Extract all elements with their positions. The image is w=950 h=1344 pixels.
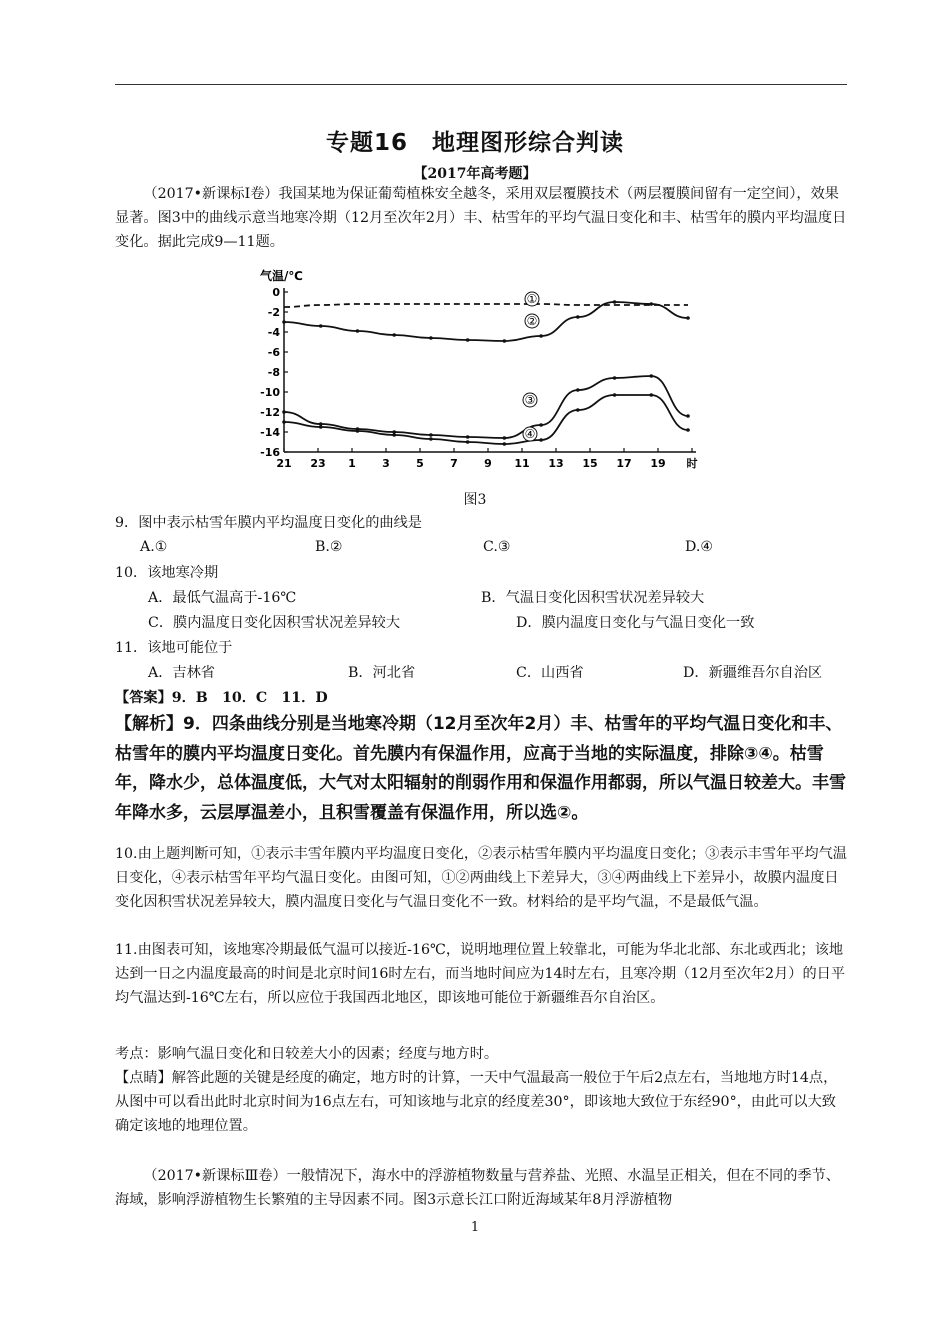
explanation-10: 10.由上题判断可知，①表示丰雪年膜内平均温度日变化，②表示枯雪年膜内平均温度日变化；③表示丰雪年平均气温日变化，④表示枯雪年平均气温日变化。由图可知，①②两曲线上下差异大，③④两曲线上下差异小，故膜内温度日变化因积雪状况差异较大，膜内温度日变化与气温日变化不一致。材料给的是平均气温，不是最低气温。 bbox=[115, 846, 847, 910]
series-point-4 bbox=[613, 393, 617, 397]
x-tick-label: 9 bbox=[484, 457, 492, 470]
q11-options bbox=[148, 661, 848, 685]
q11-option-c: C．山西省 bbox=[516, 665, 584, 681]
q10-option-d: D．膜内温度日变化与气温日变化一致 bbox=[516, 615, 755, 631]
series-point-3 bbox=[686, 414, 690, 418]
series-point-2 bbox=[503, 339, 507, 343]
dianjing-paragraph: 【点睛】解答此题的关键是经度的确定，地方时的计算，一天中气温最高一般位于午后2点左右，当地地方时14点，从图中可以看出此时北京时间为16点左右，可知该地与北京的经度差30°，即该地大致位于东经90°，由此可以大致确定该地的地理位置。 bbox=[115, 1070, 838, 1134]
q11-option-d: D．新疆维吾尔自治区 bbox=[683, 665, 823, 681]
q9-option-a: A.① bbox=[140, 539, 168, 555]
header-rule bbox=[115, 84, 847, 85]
figure-caption: 图3 bbox=[463, 492, 487, 508]
y-tick-label: -16 bbox=[260, 446, 280, 459]
q10-stem: 10．该地寒冷期 bbox=[115, 565, 219, 581]
y-tick-label: -14 bbox=[260, 426, 280, 439]
series-label-2: ② bbox=[526, 314, 538, 328]
series-point-4 bbox=[429, 437, 433, 441]
page-title: 专题16 地理图形综合判读 bbox=[325, 130, 624, 156]
series-line-2 bbox=[284, 302, 688, 341]
series-point-3 bbox=[649, 374, 653, 378]
series-point-4 bbox=[539, 438, 543, 442]
series-point-2 bbox=[539, 334, 543, 338]
series-point-2 bbox=[466, 338, 470, 342]
q11-option-a: A．吉林省 bbox=[148, 665, 215, 681]
y-tick-label: -12 bbox=[260, 406, 280, 419]
intro-paragraph-1: （2017•新课标Ⅰ卷）我国某地为保证葡萄植株安全越冬，采用双层覆膜技术（两层覆膜间留有一定空间），效果显著。图3中的曲线示意当地寒冷期（12月至次年2月）丰、枯雪年的平均气温日变化和丰、枯雪年的膜内平均温度日变化。据此完成9—11题。 bbox=[115, 186, 847, 250]
series-line-3 bbox=[284, 376, 688, 438]
analysis-paragraph: 【解析】9．四条曲线分别是当地寒冷期（12月至次年2月）丰、枯雪年的平均气温日变化和丰、枯雪年的膜内平均温度日变化。首先膜内有保温作用，应高于当地的实际温度，排除③④。枯雪年，降水少，总体温度低，大气对太阳辐射的削弱作用和保温作用都弱，所以气温日较差大。丰雪年降水多，云层厚温差小，且积雪覆盖有保温作用，所以选②。 bbox=[115, 714, 846, 823]
q11-stem: 11．该地可能位于 bbox=[115, 640, 233, 656]
series-line-1 bbox=[284, 304, 688, 307]
q9-options bbox=[140, 535, 840, 559]
y-tick-label: -2 bbox=[267, 306, 280, 319]
series-point-2 bbox=[356, 329, 360, 333]
temperature-chart bbox=[252, 266, 712, 474]
q10-option-a: A．最低气温高于-16℃ bbox=[148, 590, 297, 606]
x-tick-label: 21 bbox=[276, 457, 292, 470]
x-tick-label: 5 bbox=[416, 457, 424, 470]
x-tick-label: 时 bbox=[686, 457, 698, 470]
x-tick-label: 19 bbox=[650, 457, 666, 470]
series-point-4 bbox=[466, 440, 470, 444]
series-point-4 bbox=[686, 428, 690, 432]
y-tick-label: -6 bbox=[267, 346, 280, 359]
q11-option-b: B．河北省 bbox=[348, 665, 416, 681]
answer-line: 【答案】9．B 10．C 11．D bbox=[115, 690, 328, 706]
series-point-3 bbox=[576, 388, 580, 392]
q9-option-b: B.② bbox=[315, 539, 343, 555]
series-point-4 bbox=[319, 425, 323, 429]
kaodian-line: 考点：影响气温日变化和日较差大小的因素；经度与地方时。 bbox=[115, 1046, 499, 1062]
series-point-3 bbox=[613, 376, 617, 380]
series-point-3 bbox=[282, 410, 286, 414]
y-axis-label: 气温/℃ bbox=[260, 269, 303, 283]
q9-option-c: C.③ bbox=[483, 539, 511, 555]
section-subtitle: 【2017年高考题】 bbox=[413, 166, 537, 182]
series-point-4 bbox=[503, 442, 507, 446]
x-tick-label: 23 bbox=[310, 457, 326, 470]
series-point-3 bbox=[503, 436, 507, 440]
q10-options-row2 bbox=[148, 611, 848, 635]
series-point-3 bbox=[429, 433, 433, 437]
series-point-2 bbox=[319, 324, 323, 328]
q9-option-d: D.④ bbox=[685, 539, 714, 555]
q10-option-b: B．气温日变化因积雪状况差异较大 bbox=[481, 590, 705, 606]
series-point-2 bbox=[282, 320, 286, 324]
series-point-4 bbox=[649, 393, 653, 397]
y-tick-label: -8 bbox=[267, 366, 280, 379]
x-tick-label: 1 bbox=[348, 457, 356, 470]
series-point-2 bbox=[613, 300, 617, 304]
q10-options-row1 bbox=[148, 586, 848, 610]
explanation-11: 11.由图表可知，该地寒冷期最低气温可以接近-16℃，说明地理位置上较靠北，可能为华北北部、东北或西北；该地达到一日之内温度最高的时间是北京时间16时左右，而当地时间应为14时左右，且寒冷期（12月至次年2月）的日平均气温达到-16℃左右，所以应位于我国西北地区，即该地可能位于新疆维吾尔自治区。 bbox=[115, 942, 846, 1006]
series-point-4 bbox=[576, 408, 580, 412]
y-tick-label: -10 bbox=[260, 386, 280, 399]
series-point-3 bbox=[539, 423, 543, 427]
q10-option-c: C．膜内温度日变化因积雪状况差异较大 bbox=[148, 615, 401, 631]
series-label-3: ③ bbox=[524, 393, 536, 407]
x-tick-label: 7 bbox=[450, 457, 458, 470]
x-tick-label: 15 bbox=[582, 457, 598, 470]
series-point-2 bbox=[429, 336, 433, 340]
series-label-1: ① bbox=[526, 292, 538, 306]
series-point-2 bbox=[576, 315, 580, 319]
series-point-2 bbox=[649, 302, 653, 306]
intro-paragraph-2: （2017•新课标Ⅲ卷）一般情况下，海水中的浮游植物数量与营养盐、光照、水温呈正相关，但在不同的季节、海域，影响浮游植物生长繁殖的主导因素不同。图3示意长江口附近海域某年8月浮游植物 bbox=[115, 1168, 840, 1208]
series-point-2 bbox=[686, 316, 690, 320]
series-point-4 bbox=[392, 433, 396, 437]
q9-stem: 9．图中表示枯雪年膜内平均温度日变化的曲线是 bbox=[115, 515, 422, 531]
x-tick-label: 3 bbox=[382, 457, 390, 470]
series-point-2 bbox=[392, 333, 396, 337]
series-point-4 bbox=[356, 429, 360, 433]
x-tick-label: 11 bbox=[514, 457, 530, 470]
y-tick-label: -4 bbox=[267, 326, 280, 339]
x-tick-label: 13 bbox=[548, 457, 564, 470]
page-number: 1 bbox=[470, 1220, 480, 1235]
series-label-4: ④ bbox=[524, 427, 536, 441]
y-tick-label: 0 bbox=[272, 286, 280, 299]
x-tick-label: 17 bbox=[616, 457, 632, 470]
series-point-3 bbox=[466, 435, 470, 439]
series-point-4 bbox=[282, 420, 286, 424]
